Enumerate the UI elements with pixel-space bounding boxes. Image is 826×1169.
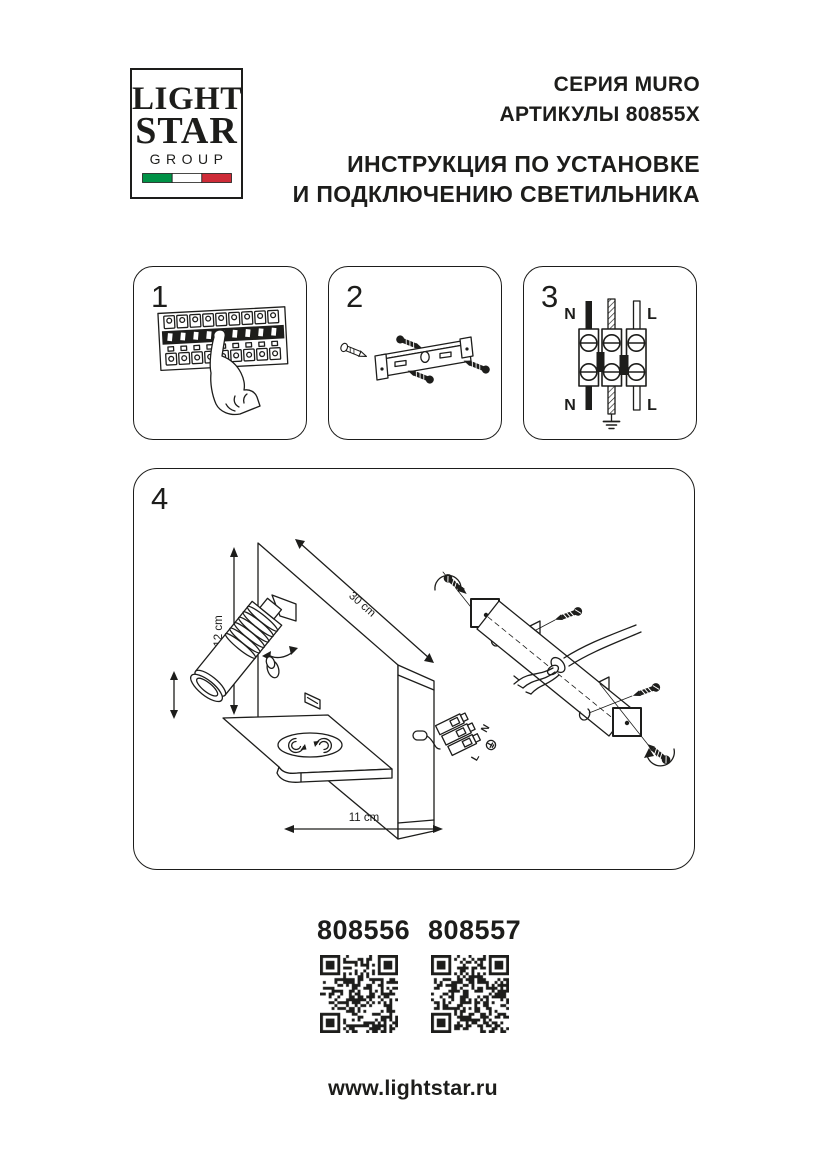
document-title: [293, 149, 700, 209]
logo-group-text: GROUP: [149, 151, 229, 167]
step-number: 3: [541, 279, 559, 314]
article-range: АРТИКУЛЫ 80855X: [499, 103, 700, 126]
terminal-connector: [436, 711, 481, 756]
product-808556: [317, 915, 411, 1038]
step-2-box: [328, 266, 502, 440]
breaker-panel-illustration: [134, 267, 306, 439]
flag-green: [142, 174, 172, 183]
header-series-block: [500, 70, 700, 130]
earth-symbol: [485, 739, 498, 752]
wire-label-l-top: L: [647, 306, 657, 323]
connector-label-n: N: [479, 722, 493, 735]
title-line-1: ИНСТРУКЦИЯ ПО УСТАНОВКЕ: [347, 151, 700, 177]
italian-flag-bar: [142, 173, 232, 183]
step-3-box: [523, 266, 697, 440]
step-number: 2: [346, 279, 364, 314]
wire-label-n-bottom: N: [564, 397, 576, 414]
wire-label-l-bottom: L: [647, 397, 657, 414]
lightstar-logo: [130, 68, 243, 199]
flag-red: [201, 174, 231, 183]
wall-plate: [258, 543, 434, 839]
earth-symbol: [604, 414, 620, 429]
product-808557: [428, 915, 522, 1038]
title-line-2: И ПОДКЛЮЧЕНИЮ СВЕТИЛЬНИКА: [292, 181, 700, 207]
flag-white: [172, 174, 202, 183]
installation-diagram: [134, 469, 694, 869]
wireless-charging-pad: [278, 733, 342, 757]
step-number: 4: [151, 481, 169, 516]
bracket-screws-illustration: [329, 267, 501, 439]
terminal-blocks: [579, 329, 646, 386]
wiring-diagram: [524, 267, 696, 439]
logo-light-text: LIGHT: [132, 81, 243, 117]
qr-code: [431, 955, 509, 1033]
svg-text:11 cm: 11 cm: [348, 812, 380, 824]
wire-label-n-top: N: [564, 306, 576, 323]
connector-label-l: L: [469, 752, 483, 764]
cable-exit-slot: [413, 731, 427, 740]
supply-cable: [564, 625, 636, 658]
screw-icon: [340, 342, 368, 360]
logo-star-text: STAR: [135, 110, 238, 152]
article-number: 808557: [428, 915, 522, 945]
tilt-arrow: [170, 671, 178, 719]
step-4-box: [133, 468, 695, 870]
website-url: www.lightstar.ru: [328, 1076, 498, 1100]
screw-icon: [631, 682, 661, 700]
svg-text:12 cm: 12 cm: [213, 615, 225, 647]
qr-code: [320, 955, 398, 1033]
step-1-box: [133, 266, 307, 440]
screw-icon: [553, 606, 583, 624]
series-name: СЕРИЯ MURO: [553, 73, 700, 96]
mounting-bracket: [375, 337, 473, 380]
step-number: 1: [151, 279, 169, 314]
article-number: 808556: [317, 915, 411, 945]
svg-text:30 cm: 30 cm: [346, 589, 378, 620]
